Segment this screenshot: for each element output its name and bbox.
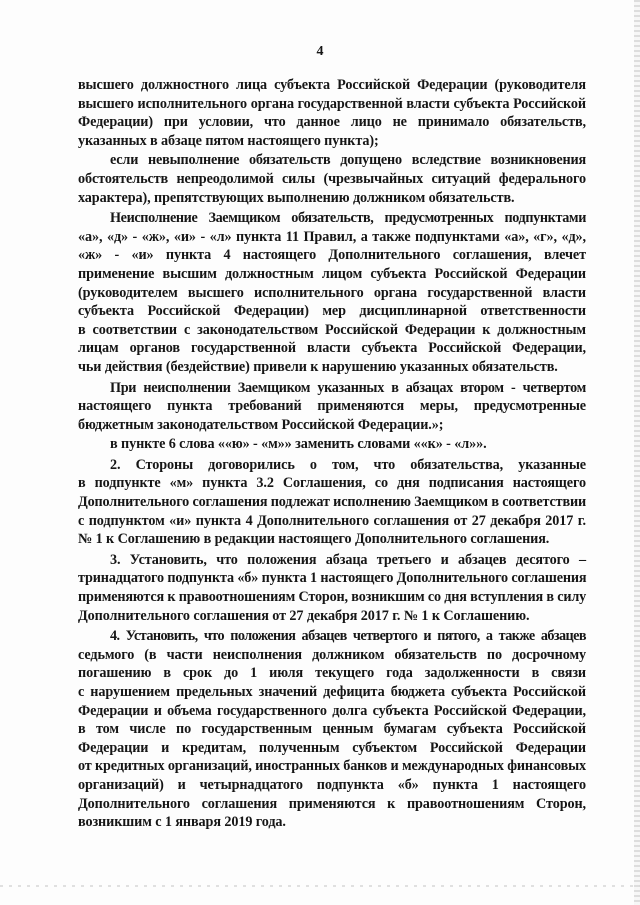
text-line: характера), препятствующих выполнению должником обязательств. xyxy=(78,189,515,206)
text-line: субъекта Российской Федерации) мер дисциплинарной ответственности xyxy=(78,303,586,320)
paragraph-6 xyxy=(78,551,586,625)
document-body xyxy=(78,76,586,833)
text-line: в пункте 6 слова ««ю» - «м»» заменить словами ««к» - «л»». xyxy=(110,436,487,453)
text-line: с нарушением предельных значений дефицита бюджета субъекта Российской xyxy=(78,684,586,700)
text-line: применяются к правоотношениям Сторон, возникшим со дня вступления в силу xyxy=(78,589,587,606)
text-line: Федерации) при условии, что данное лицо не принимало обязательств, xyxy=(78,114,586,131)
text-line: 3. Установить, что положения абзаца третьего и абзацев десятого – xyxy=(110,551,586,568)
text-line: Неисполнение Заемщиком обязательств, предусмотренных подпунктами xyxy=(110,210,586,227)
text-line: если невыполнение обязательств допущено вследствие возникновения xyxy=(110,152,586,169)
paragraph-3 xyxy=(78,379,586,435)
text-line: обстоятельств непреодолимой силы (чрезвычайных ситуаций федерального xyxy=(78,170,586,187)
text-line: Федерации и кредитам, полученным субъектом Российской Федерации xyxy=(78,739,586,756)
page-number: 4 xyxy=(316,44,324,59)
text-line: «а», «д» - «ж», «и» - «л» пункта 11 Правил, а также подпунктами «а», «г», «д», xyxy=(78,228,586,245)
paragraph-4 xyxy=(78,435,586,454)
paragraph-2 xyxy=(78,209,586,376)
text-line: возникшим с 1 января 2019 года. xyxy=(78,814,286,831)
text-line: № 1 к Соглашению в редакции настоящего Дополнительного соглашения. xyxy=(78,531,550,548)
text-line: погашению в срок до 1 июля текущего года задолженности в связи xyxy=(78,665,586,682)
text-line: высшего исполнительного органа государственной власти субъекта Российской xyxy=(78,95,586,112)
text-line: от кредитных организаций, иностранных банков и международных финансовых xyxy=(78,758,586,775)
text-line: в том числе по государственным ценным бумагам субъекта Российской xyxy=(78,721,586,738)
text-line: Дополнительного соглашения от 27 декабря 2017 г. № 1 к Соглашению. xyxy=(78,607,530,624)
text-line: лицам органов государственной власти субъекта Российской Федерации, xyxy=(78,340,586,357)
text-line: в соответствии с законодательством Российской Федерации к должностным xyxy=(78,321,586,338)
text-line: 4. Установить, что положения абзацев четвертого и пятого, а также абзацев xyxy=(110,628,586,645)
text-line: Дополнительного соглашения подлежат исполнению Заемщиком в соответствии xyxy=(78,494,586,511)
text-line: бюджетным законодательством Российской Федерации.»; xyxy=(78,416,444,433)
text-line: (руководителем высшего исполнительного органа государственной власти xyxy=(78,284,586,301)
text-line: настоящего пункта требований применяются меры, предусмотренные xyxy=(78,398,586,415)
text-line: седьмого (в части неисполнения должником обязательств по досрочному xyxy=(78,646,586,663)
paragraph-0 xyxy=(78,76,586,150)
text-line: чьи действия (бездействие) привели к нарушению указанных обязательств. xyxy=(78,358,558,375)
text-line: указанных в абзаце пятом настоящего пункта); xyxy=(78,132,379,149)
scan-edge-bottom xyxy=(0,885,640,887)
text-line: с подпунктом «и» пункта 4 Дополнительного соглашения от 27 декабря 2017 г. xyxy=(78,512,586,529)
paragraph-7 xyxy=(78,627,586,832)
scan-edge-right xyxy=(634,0,640,905)
text-line: применение высшим должностным лицом субъекта Российской Федерации xyxy=(78,265,586,282)
text-line: в подпункте «м» пункта 3.2 Соглашения, со дня подписания настоящего xyxy=(78,475,586,492)
text-line: организаций) и четырнадцатого подпункта «б» пункта 1 настоящего xyxy=(78,776,586,793)
text-line: Федерации и объема государственного долга субъекта Российской Федерации, xyxy=(78,702,586,719)
paragraph-1 xyxy=(78,151,586,207)
text-line: При неисполнении Заемщиком указанных в абзацах втором - четвертом xyxy=(110,379,586,396)
text-line: тринадцатого подпункта «б» пункта 1 настоящего Дополнительного соглашения xyxy=(78,570,587,587)
text-line: Дополнительного соглашения применяются к правоотношениям Сторон, xyxy=(78,795,586,812)
text-line: высшего должностного лица субъекта Российской Федерации (руководителя xyxy=(78,77,586,93)
paragraph-5 xyxy=(78,456,586,549)
text-line: «ж» - «и» пункта 4 настоящего Дополнительного соглашения, влечет xyxy=(78,247,586,264)
text-line: 2. Стороны договорились о том, что обязательства, указанные xyxy=(110,456,586,473)
